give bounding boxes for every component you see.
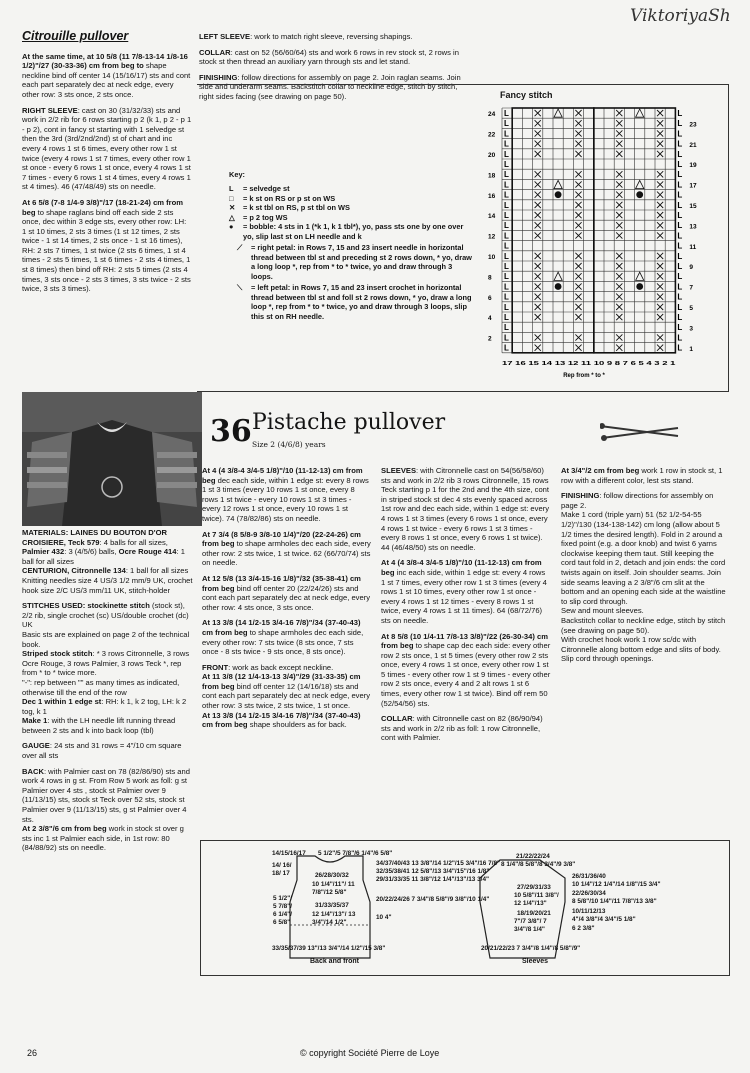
schem-label: 27/29/31/33 (517, 884, 551, 891)
text: : 1 ball for all sizes (22, 547, 185, 566)
selvedge-mark: L (677, 333, 683, 343)
page-number: 26 (27, 1048, 38, 1058)
text: At 2 3/8"/6 cm from beg (22, 824, 107, 834)
key-item: ⟍ = left petal: in Rows 7, 15 and 23 insert crochet in horizontal thread between tbl st and foll st 2 rows down, * yo, draw a long loop *, rep from * to * twice, yo and draw through 3 loops, slip this st on RH needle. (237, 283, 472, 321)
selvedge-mark: L (504, 312, 509, 322)
text: COLLAR (199, 47, 231, 57)
text: : work to match right sleeve, reversing shapings. (250, 32, 413, 41)
text: With crochet hook work 1 row sc/dc with Citronnelle along bottom edge and slits of body. (561, 635, 721, 654)
selvedge-mark: L (677, 292, 683, 302)
selvedge-mark: L (504, 241, 509, 251)
schem-label: 4"/4 3/8"/4 3/4"/5 1/8" (572, 916, 636, 923)
key-item: ✕ = k st tbl on RS, p st tbl on WS (229, 203, 350, 212)
schem-label: 33/35/37/39 13"/13 3/4"/14 1/2"/15 3/8" (272, 945, 386, 952)
row-number: 11 (689, 243, 697, 251)
row-number: 5 (689, 304, 694, 312)
column-numbers: 17 16 15 14 13 12 11 10 9 8 7 6 5 4 3 2 1 (502, 360, 676, 367)
schem-caption: Back and front (310, 958, 360, 965)
text: : with the LH needle lift running thread between 2 sts and k into back loop (tbl) (22, 716, 176, 735)
text: shape shoulders as for back. (247, 720, 347, 730)
selvedge-mark: L (677, 180, 683, 190)
row-number: 20 (488, 151, 496, 159)
p2tog-mark (554, 109, 562, 117)
text: At 4 (4 3/8-4 3/4-5 1/8)"/10 (11-12-13) cm from beg (381, 558, 542, 577)
row-number: 24 (488, 111, 496, 119)
selvedge-mark: L (504, 149, 509, 159)
selvedge-mark: L (504, 302, 509, 312)
row-number: 8 (488, 274, 492, 282)
selvedge-mark: L (677, 149, 683, 159)
text: : work as back except neckline. (228, 662, 334, 672)
text: : 1 ball for all sizes (125, 566, 189, 576)
schem-label: 20/22/24/26 7 3/4"/8 5/8"/9 3/8"/10 1/4" (376, 896, 490, 903)
bobble-mark (555, 191, 562, 198)
text: Make 1 (22, 716, 48, 726)
finishing-column (561, 466, 729, 670)
text: BACK (22, 766, 44, 776)
key-item: □ = k st on RS or p st on WS (229, 193, 336, 203)
row-number: 2 (488, 335, 492, 343)
text: to shape armholes dec each side, every other row: 7 sts twice (8 sts once, 7 sts once - 8 sts twice - 9 sts once, 8 sts once). (202, 627, 364, 657)
row-number: 18 (488, 172, 496, 180)
selvedge-mark: L (677, 231, 683, 241)
fancy-stitch-chart (472, 100, 722, 390)
selvedge-mark: L (504, 180, 509, 190)
selvedge-mark: L (504, 323, 509, 333)
text: to shape cap dec each side: every other row 2 sts once, 1 st 5 times (every other row 2 sts once, every 4 rows 1 st once, every other row 1 st 5 times - every other row 1 st 9 times - every other row 2 sts once, every 4 and 2 alt rows 1 st 6 times, every other row 1 st twice). Bind off rem 50 (52/54/56) sts. (381, 641, 551, 708)
text: bind off center 12 (14/16/18) sts and cont each part separately dec at neck edge, every other row: 3 sts twice, 2 sts twice, 1 st once. (202, 681, 371, 711)
p2tog-mark (554, 180, 562, 188)
text: : with Palmier cast on 78 (82/86/90) sts and work 4 rows in g st. From Row 5 work as foll: g st Palmier over 4 sts , stock st Palmier over 9 (11/13/15) sts, stock st Teck over 52 sts, stock st Palmier over 9 (11/13/15) sts, g st Palmier over 4 sts. (22, 766, 190, 824)
selvedge-mark: L (677, 129, 683, 139)
text: (stock st), 2/2 rib, single crochet (sc) US/double crochet (dc) UK (22, 601, 189, 630)
text: At 4 (4 3/8-4 3/4-5 1/8)"/10 (11-12-13) cm from beg (202, 466, 363, 485)
schem-label: 10 4" (376, 914, 392, 921)
selvedge-mark: L (504, 261, 509, 271)
selvedge-mark: L (504, 129, 509, 139)
text: Basic sts are explained on page 2 of the technical book. (22, 629, 190, 649)
schem-label: 21/22/22/24 (516, 853, 550, 860)
text: At 12 5/8 (13 3/4-15-16 1/8)"/32 (35-38-41) cm from beg (202, 573, 361, 593)
schem-label: 32/35/38/41 12 5/8"/13 3/4"/15"/16 1/8" (376, 868, 490, 875)
row-number: 6 (488, 294, 492, 302)
schem-label: 12 1/4"/13"/ 13 3/4"/14 1/2" (312, 911, 356, 926)
key-item: △ = p 2 tog WS (229, 212, 288, 222)
schem-label: 26/31/36/40 (572, 873, 606, 880)
text: : with Citronnelle cast on 54(56/58/60) sts and work in 2/2 rib 3 rows Citronnelle, 15 rows Teck starting p 1 for the 2nd and the 4th size, cont in striped stock st dec 4 sts evenly spaced across 1st row and dec each side, within 1 edge st: every 4 rows 1 st 3 times (every 6 rows 1 st once, every 4 rows 1 st twice - every 6 rows 1 st 3 times - every 8 rows 1 st once, every 6 rows 1 st twice). 44 (46/48/50) sts on needle. (381, 466, 550, 552)
text: Palmier 432 (22, 547, 65, 557)
selvedge-mark: L (504, 139, 509, 149)
text: Striped stock stitch (22, 649, 93, 659)
needles-icon (600, 420, 680, 444)
selvedge-mark: L (504, 190, 509, 200)
selvedge-mark: L (677, 312, 683, 322)
row-number: 19 (689, 162, 697, 170)
selvedge-mark: L (677, 108, 683, 118)
text: FINISHING (561, 491, 600, 501)
text: At 13 3/8 (14 1/2-15 3/4-16 7/8)"/34 (37-40-43) cm from beg (202, 618, 361, 637)
row-number: 23 (689, 121, 697, 129)
signature: ViktoriyaSh (630, 6, 731, 26)
text: MATERIALS: LAINES DU BOUTON D'OR CROISIERE, Teck 579 (22, 528, 167, 547)
text: At 11 3/8 (12 1/4-13-13 3/4)"/29 (31-33-35) cm from beg (202, 672, 361, 691)
text: : with Citronnelle cast on 82 (86/90/94) sts and work in 2/2 rib as foll: 1 row Citronnelle, cont with Palmier. (381, 714, 543, 743)
text: : cast on 52 (56/60/64) sts and work 6 rows in rev stock st, 2 rows in stock st then thread an auxiliary yarn through sts and let stand. (199, 47, 459, 67)
p2tog-mark (636, 272, 644, 280)
text: shape neckline bind off center 14 (15/16/17) sts and cont each part separately dec at neck edge, every other row: 3 sts once, 2 sts once. (22, 61, 191, 99)
sleeves-column (381, 466, 551, 749)
selvedge-mark: L (677, 282, 683, 292)
schem-label: 10/11/12/13 (572, 908, 606, 915)
text: : 4 balls for all sizes, (99, 537, 168, 547)
row-number: 12 (488, 233, 496, 241)
text: LEFT SLEEVE (199, 32, 251, 41)
text: STITCHES USED: stockinette stitch (22, 601, 150, 611)
selvedge-mark: L (677, 139, 683, 149)
selvedge-mark: L (504, 108, 509, 118)
schem-label: 20/21/22/23 7 3/4"/8 1/4"/8 5/8"/9" (481, 945, 581, 952)
p2tog-mark (554, 272, 562, 280)
text: : * 3 rows Citronnelle, 3 rows Ocre Rouge, 3 rows Palmier, 3 rows Teck *, rep from * to * twice more. (22, 649, 190, 678)
selvedge-mark: L (504, 251, 509, 261)
text: Make 1 cord (triple yarn) 51 (52 1/2-54-55 1/2)"/130 (134-138-142) cm long (allow about 5 1/2 times the desired length). Fold in 2 around a fixed point (e.g. a door knob) and twist 6 yarns clockwise keeping them taut. Still keeping the cord taut fold in 2, detach and join ends: the cord twists again on itself. Join shoulder seams. Join side seams leaving a 2 3/8"/6 cm slit at the bottom and an opening each side at the waistline to slip cord through. (561, 510, 726, 606)
text: : 3 (4/5/6) balls, (64, 547, 119, 557)
text: Dec 1 within 1 edge st (22, 697, 102, 707)
citrouille-column (22, 29, 192, 300)
text: Sew and mount sleeves. (561, 606, 644, 616)
selvedge-mark: L (504, 200, 509, 210)
selvedge-mark: L (677, 190, 683, 200)
schem-label: 5 1/2"/ 5 7/8"/ 6 1/4"/ 6 5/8" (273, 895, 293, 926)
schem-label: 10 5/8"/11 3/8"/ 12 1/4"/13" (514, 892, 559, 907)
schem-label: 14/ 16/ 18/ 17 (272, 862, 292, 877)
row-number: 4 (488, 315, 492, 323)
selvedge-mark: L (504, 282, 509, 292)
chart-title: Fancy stitch (500, 90, 553, 100)
selvedge-mark: L (677, 323, 683, 333)
text: CENTURION, Citronnelle 134 (22, 566, 126, 576)
text: SLEEVES (381, 466, 417, 475)
row-number: 10 (488, 253, 496, 261)
selvedge-mark: L (504, 292, 509, 302)
p2tog-mark (636, 180, 644, 188)
selvedge-mark: L (677, 343, 683, 353)
text: "-": rep between "" as many times as indicated, otherwise till the end of the row (22, 677, 180, 697)
selvedge-mark: L (504, 272, 509, 282)
selvedge-mark: L (504, 231, 509, 241)
text: : follow directions for assembly on page 2. (561, 491, 714, 510)
copyright: © copyright Société Pierre de Loye (300, 1048, 440, 1058)
text: : cast on 30 (31/32/33) sts and work in 2/2 rib for 6 rows starting p 2 (k 1, p 2 - p 1 - p 2), cont in fancy st starting with 1 selvedge st then the 3rd (3rd/2nd/2nd) st of chart and inc every 4 rows 1 st 6 times, every other row 1 st twice (every 4 rows 1 st 7 times, every other row 1 st once - every 6 rows 1 st once, every 4 rows 1 st 7 times - every 6 rows 1 st 4 times, every 4 rows 1 st 4 times). 46 (47/48/49) sts on needle. (22, 105, 192, 192)
text: COLLAR (381, 714, 413, 724)
selvedge-mark: L (504, 159, 509, 169)
text: Knitting needles size 4 US/3 1/2 mm/9 UK, crochet hook size 2/C US/3 mm/11 UK, stitch-holder (22, 575, 193, 595)
schem-label: 8 5/8"/10 1/4"/11 7/8"/13 3/8" (572, 898, 657, 905)
text: At 6 5/8 (7-8 1/4-9 3/8)"/17 (18-21-24) cm from beg (22, 197, 184, 217)
bobble-mark (555, 283, 562, 290)
text: At 7 3/4 (8 5/8-9 3/8-10 1/4)"/20 (22-24-26) cm from beg (202, 529, 361, 549)
bobble-mark (636, 283, 643, 290)
text: dec each side, within 1 edge st: every 8 rows 1 st 3 times (every 10 rows 1 st once, every 8 rows 1 st twice - every 10 rows 1 st 3 times - every 12 rows 1 st once, every 10 rows 1 st twice). 74 (78/82/86) sts on needle. (202, 475, 369, 523)
row-number: 3 (689, 325, 694, 333)
text: to shape raglans bind off each side 2 sts once, dec within 3 edge sts, every other row: LH: 1 st 10 times, 2 sts 3 times (1 st 12 times, 2 sts twice - 1 st 14 times, 2 sts once - 1 st 16 times), RH: 2 sts 7 times, 1 st twice (2 sts 6 times, 1 st 4 times - 2 sts 5 times, 1 st 6 times - 2 sts 4 times, 1 st 8 times) then bind off RH: 2 sts 5 times (2 sts 4 times, 3 sts once - 2 sts 3 times, 3 sts twice - 2 sts twice, 3 sts 3 times). (22, 207, 191, 294)
row-number: 15 (689, 202, 697, 210)
row-number: 9 (689, 264, 694, 272)
row-number: 14 (488, 213, 496, 221)
schem-label: 31/33/35/37 (315, 902, 349, 909)
selvedge-mark: L (504, 210, 509, 220)
selvedge-mark: L (677, 119, 683, 129)
text: At 8 5/8 (10 1/4-11 7/8-13 3/8)"/22 (26-30-34) cm from beg (381, 631, 548, 651)
selvedge-mark: L (677, 251, 683, 261)
row-number: 16 (488, 192, 496, 200)
text: GAUGE (22, 741, 50, 751)
schem-label: 18/19/20/21 (517, 910, 551, 917)
selvedge-mark: L (677, 241, 683, 251)
selvedge-mark: L (677, 261, 683, 271)
text: At 3/4"/2 cm from beg (561, 466, 640, 475)
row-number: 13 (689, 223, 697, 231)
text: work 1 row in stock st, 1 row with a different color, lest sts stand. (561, 466, 723, 485)
text: Ocre Rouge 414 (118, 547, 177, 557)
section-title: Pistache pullover (252, 410, 446, 435)
text: Backstitch collar to neckline edge, stitch by stitch (see drawing on page 50). (561, 615, 726, 635)
selvedge-mark: L (677, 170, 683, 180)
schem-label: 29/31/33/35 11 3/8"/12 1/4"/13"/13 3/4" (376, 876, 490, 883)
citrouille-title: Citrouille pullover (22, 29, 129, 43)
schem-label: 26/28/30/32 (315, 872, 349, 879)
text: work in stock st over g sts inc 1 st Palmier each side, in 1st row: 80 (84/88/92) sts on needle. (22, 824, 184, 853)
row-number: 1 (689, 345, 694, 353)
materials-column (22, 528, 194, 859)
schem-label: 10 1/4"/11"/ 11 7/8"/12 5/8" (312, 881, 355, 896)
section-number: 36 (210, 414, 252, 449)
bobble-mark (636, 191, 643, 198)
selvedge-mark: L (504, 119, 509, 129)
selvedge-mark: L (504, 221, 509, 231)
section-size: Size 2 (4/6/8) years (252, 440, 326, 449)
text: inc each side, within 1 edge st: every 4 rows 1 st 7 times, every other row 1 st 3 times (every 4 rows 1 st 10 times, every other row 1 st once - every 4 rows 1 st 12 times - every 8 rows 1 st twice, every 4 rows 1 st 11 times). 64 (68/72/76) sts on needle. (381, 567, 547, 625)
schem-label: 34/37/40/43 13 3/8"/14 1/2"/15 3/4"/16 7/8" (376, 860, 501, 867)
text: At the same time, at 10 5/8 (11 7/8-13-14 1/8-16 1/2)"/27 (30-33-36) cm from beg to (22, 51, 188, 71)
back-front-column (202, 466, 372, 736)
key-item: ⟋ = right petal: in Rows 7, 15 and 23 insert needle in horizontal thread between tbl st and preceding st 2 rows down, * yo, draw a long loop *, rep from * to * twice, yo and draw through 3 loops. (237, 243, 472, 281)
selvedge-mark: L (504, 333, 509, 343)
key-box (199, 160, 472, 382)
schem-label: 5 1/2"/5 7/8"/6 1/4"/6 5/8" (318, 850, 393, 857)
schem-label: 10 1/4"/12 1/4"/14 1/8"/15 3/4" (572, 881, 661, 888)
text: At 13 3/8 (14 1/2-15 3/4-16 7/8)"/34 (37-40-43) cm from beg (202, 710, 361, 730)
repeat-note: Rep from * to * (563, 372, 605, 379)
text: : 24 sts and 31 rows = 4"/10 cm square over all sts (22, 741, 182, 761)
schem-label: 7"/7 3/8"/ 7 3/4"/8 1/4" (514, 918, 547, 933)
selvedge-mark: L (677, 302, 683, 312)
selvedge-mark: L (677, 272, 683, 282)
pullover-illustration (22, 392, 202, 526)
schem-caption: Sleeves (522, 958, 549, 965)
selvedge-mark: L (504, 170, 509, 180)
schem-label: 22/26/30/34 (572, 890, 606, 897)
p2tog-mark (636, 109, 644, 117)
text: : RH: k 1, k 2 tog, LH: k 2 tog, k 1 (22, 697, 187, 716)
row-number: 7 (689, 284, 694, 292)
row-number: 17 (689, 182, 697, 190)
text: FINISHING (199, 72, 238, 82)
key-item: ● = bobble: 4 sts in 1 (*k 1, k 1 tbl*), yo, pass sts one by one over yo, slip last st on LH needle and k (229, 222, 464, 241)
selvedge-mark: L (677, 210, 683, 220)
schem-label: 6 2 3/8" (572, 925, 595, 932)
text: to shape armholes dec each side, every other row: 2 sts twice, 1 st twice. 62 (66/70/74) sts on needle. (202, 539, 371, 568)
row-number: 21 (689, 141, 697, 149)
selvedge-mark: L (677, 221, 683, 231)
text: : follow directions for assembly on page 2. Join raglan seams. Join side and underarm seams. Backstitch collar to neckline edge, stitch by stitch, right sides facing (see drawing on page 50). (199, 72, 461, 101)
text: Slip cord through openings. (561, 654, 654, 664)
schem-label: 8 1/4"/8 5/8"/8 3/4"/9 3/8" (501, 861, 576, 868)
pullover-photo (22, 392, 202, 526)
text: FRONT (202, 662, 229, 672)
row-number: 22 (488, 131, 496, 139)
key-title: Key: (229, 170, 246, 179)
selvedge-mark: L (504, 343, 509, 353)
schem-label: 14/15/16/17 (272, 850, 306, 857)
text: RIGHT SLEEVE (22, 105, 78, 115)
key-item: L = selvedge st (229, 184, 290, 193)
selvedge-mark: L (677, 200, 683, 210)
selvedge-mark: L (677, 159, 683, 169)
text: bind off center 20 (22/24/26) sts and cont each part separately dec at neck edge, every other row: 4 sts once, 3 sts once. (202, 583, 371, 612)
